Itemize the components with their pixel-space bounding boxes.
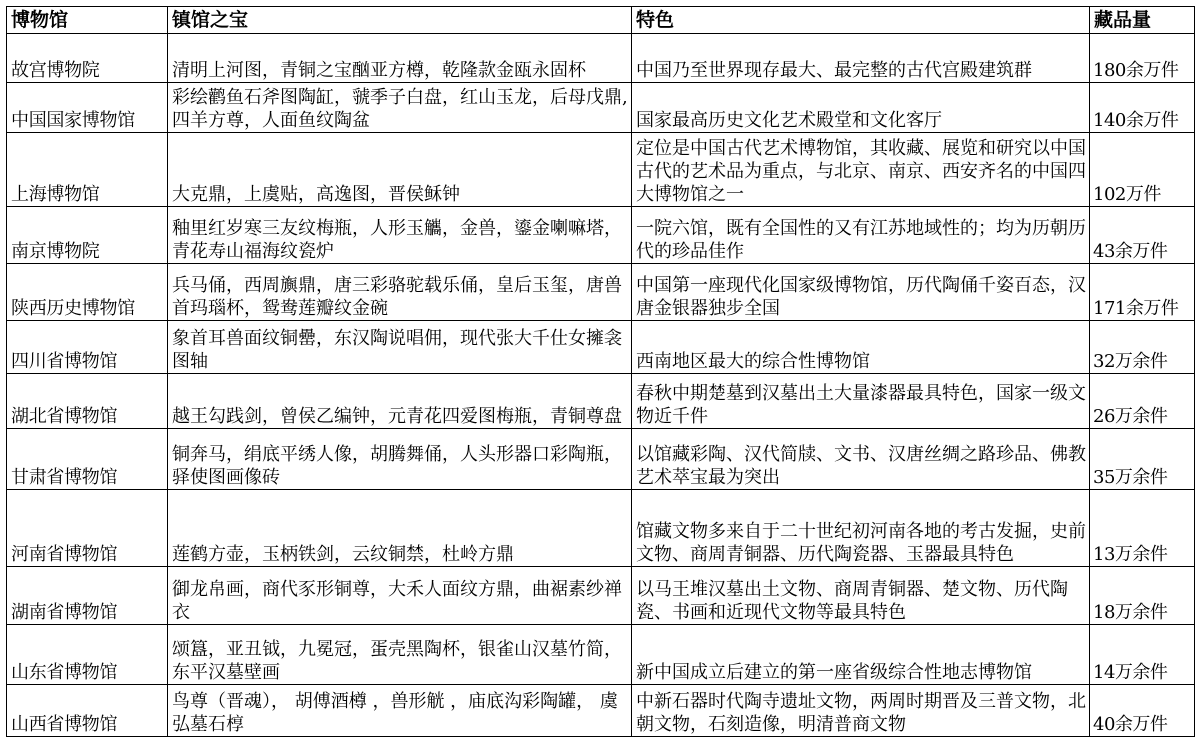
collection-count: 26万余件 [1090,373,1195,428]
collection-count: 102万件 [1090,132,1195,207]
table-row [7,34,1195,83]
header-feature: 特色 [632,7,1090,34]
treasure-cell: 彩绘鹳鱼石斧图陶缸，虢季子白盘，红山玉龙，后母戊鼎,四羊方尊，人面鱼纹陶盆 [168,83,632,132]
collection-count: 32万余件 [1090,321,1195,373]
feature-cell: 馆藏文物多来自于二十世纪初河南各地的考古发掘，史前文物、商周青铜器、历代陶瓷器、玉器最具特色 [632,489,1090,566]
museum-name: 山西省博物馆 [7,684,168,736]
table-row [7,207,1195,263]
header-row [7,7,1195,34]
feature-cell: 以馆藏彩陶、汉代简牍、文书、汉唐丝绸之路珍品、佛教艺术萃宝最为突出 [632,429,1090,490]
treasure-cell: 铜奔马，绢底平绣人像，胡腾舞俑，人头形器口彩陶瓶，驿使图画像砖 [168,429,632,490]
header-museum: 博物馆 [7,7,168,34]
museum-name: 湖北省博物馆 [7,373,168,428]
feature-cell: 中新石器时代陶寺遗址文物，两周时期晋及三普文物，北朝文物，石刻造像，明清普商文物 [632,684,1090,736]
table-row [7,684,1195,736]
collection-count: 14万余件 [1090,625,1195,685]
feature-cell: 新中国成立后建立的第一座省级综合性地志博物馆 [632,625,1090,685]
collection-count: 43余万件 [1090,207,1195,263]
treasure-cell: 越王勾践剑，曾侯乙编钟，元青花四爱图梅瓶，青铜尊盘 [168,373,632,428]
table-row [7,132,1195,207]
collection-count: 40余万件 [1090,684,1195,736]
treasure-cell: 鸟尊（晋魂）， 胡傅酒樽 ，兽形觥 ，庙底沟彩陶罐， 虞弘墓石椁 [168,684,632,736]
treasure-cell: 象首耳兽面纹铜罍，东汉陶说唱佣，现代张大千仕女擁衾图轴 [168,321,632,373]
collection-count: 35万余件 [1090,429,1195,490]
museum-name: 河南省博物馆 [7,489,168,566]
collection-count: 180余万件 [1090,34,1195,83]
museum-name: 山东省博物馆 [7,625,168,685]
treasure-cell: 颂簋，亚丑钺，九冕冠，蛋壳黑陶杯，银雀山汉墓竹简，东平汉墓壁画 [168,625,632,685]
museum-table [6,6,1195,737]
table-row [7,625,1195,685]
feature-cell: 中国乃至世界现存最大、最完整的古代宫殿建筑群 [632,34,1090,83]
feature-cell: 春秋中期楚墓到汉墓出土大量漆器最具特色，国家一级文物近千件 [632,373,1090,428]
museum-name: 四川省博物馆 [7,321,168,373]
collection-count: 13万余件 [1090,489,1195,566]
treasure-cell: 大克鼎，上虞贴，高逸图，晋侯稣钟 [168,132,632,207]
museum-name: 故宫博物院 [7,34,168,83]
table-row [7,566,1195,624]
feature-cell: 中国第一座现代化国家级博物馆，历代陶俑千姿百态，汉唐金银器独步全国 [632,263,1090,320]
table-row [7,263,1195,320]
treasure-cell: 釉里红岁寒三友纹梅瓶，人形玉觿，金兽，鎏金喇嘛塔，青花寿山福海纹瓷炉 [168,207,632,263]
museum-name: 湖南省博物馆 [7,566,168,624]
header-treasure: 镇馆之宝 [168,7,632,34]
museum-name: 上海博物馆 [7,132,168,207]
table-row [7,321,1195,373]
table-row [7,429,1195,490]
treasure-cell: 清明上河图，青铜之宝酗亚方樽，乾隆款金瓯永固杯 [168,34,632,83]
header-collection-size: 藏品量 [1090,7,1195,34]
museum-name: 陕西历史博物馆 [7,263,168,320]
feature-cell: 西南地区最大的综合性博物馆 [632,321,1090,373]
treasure-cell: 御龙帛画，商代豕形铜尊，大禾人面纹方鼎，曲裾素纱禅衣 [168,566,632,624]
collection-count: 140余万件 [1090,83,1195,132]
table-row [7,83,1195,132]
table-row [7,489,1195,566]
museum-name: 南京博物院 [7,207,168,263]
feature-cell: 以马王堆汉墓出土文物、商周青铜器、楚文物、历代陶瓷、书画和近现代文物等最具特色 [632,566,1090,624]
treasure-cell: 兵马俑，西周旟鼎，唐三彩骆驼载乐俑，皇后玉玺，唐兽首玛瑙杯，鸳鸯莲瓣纹金碗 [168,263,632,320]
collection-count: 171余万件 [1090,263,1195,320]
treasure-cell: 莲鹤方壶，玉柄铁剑，云纹铜禁，杜岭方鼎 [168,489,632,566]
museum-name: 甘肃省博物馆 [7,429,168,490]
collection-count: 18万余件 [1090,566,1195,624]
table-row [7,373,1195,428]
museum-name: 中国国家博物馆 [7,83,168,132]
feature-cell: 一院六馆，既有全国性的又有江苏地域性的；均为历朝历代的珍品佳作 [632,207,1090,263]
feature-cell: 国家最高历史文化艺术殿堂和文化客厅 [632,83,1090,132]
feature-cell: 定位是中国古代艺术博物馆，其收藏、展览和研究以中国古代的艺术品为重点，与北京、南京、西安齐名的中国四大博物馆之一 [632,132,1090,207]
